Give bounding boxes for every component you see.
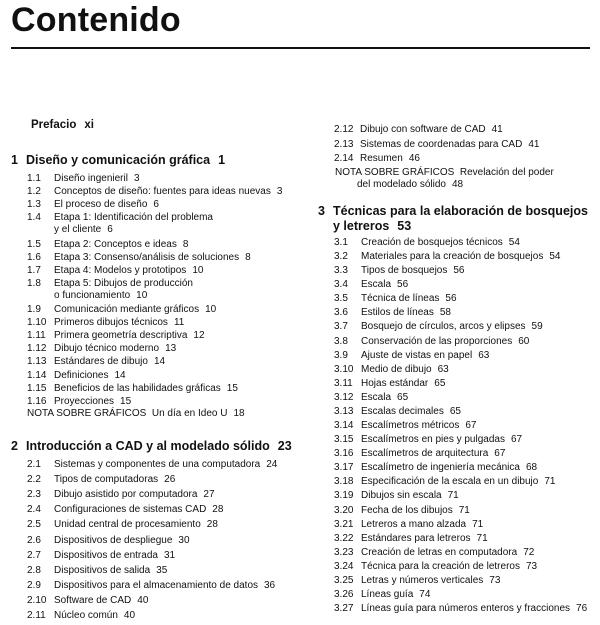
section-title: Escala [361,391,392,403]
nota-text-2: del modelado sólido [357,179,446,190]
section-number: 2.1 [27,459,41,470]
section-title: Conservación de las proporciones [361,335,513,347]
section-number: 3.21 [334,518,354,530]
section-title: Letras y números verticales [361,574,484,586]
section-number: 1.9 [27,304,41,315]
section-page: 3 [276,186,283,198]
section-title: Dibujo técnico moderno [54,343,160,355]
section-title: Primeros dibujos técnicos [54,317,168,329]
section-number: 3.22 [334,532,354,544]
section-page: 27 [203,489,215,501]
preface-page: xi [84,119,94,131]
section-page: 59 [531,321,543,333]
section-page: 67 [465,420,477,432]
section-number: 2.5 [27,519,41,531]
section-number: 3.8 [334,335,348,347]
section-title: Escala [361,279,392,291]
section-page: 74 [419,589,431,600]
section-page: 10 [136,289,148,301]
section-number: 2.10 [27,594,47,606]
section-title: Conceptos de diseño: fuentes para ideas nuevas [54,186,271,198]
section-title: Dispositivos de despliegue [54,534,173,546]
section-title: Tipos de bosquejos [361,265,448,277]
section-title: Escalas decimales [361,405,444,417]
section-title: Técnica para la creación de letreros [361,560,520,572]
section-page: 26 [164,474,176,486]
section-page: 3 [133,173,140,184]
section-number: 3.5 [334,293,348,305]
section-page: 56 [453,265,465,277]
page-title: Contenido [11,1,181,39]
section-number: 3.26 [334,589,354,600]
section-page: 68 [525,462,538,474]
section-number: 2.13 [334,138,354,150]
section-title: Técnica de líneas [361,293,440,305]
section-number: 1.11 [27,330,46,342]
section-title: Proyecciones [54,395,115,407]
section-title: Líneas guía [361,589,414,600]
section-title-2: o funcionamiento [54,289,131,301]
section-number: 1.3 [27,199,41,211]
section-page: 65 [434,377,446,389]
section-number: 2.9 [27,579,41,591]
section-number: 1.2 [27,186,41,198]
section-number: 3.1 [334,237,348,248]
preface-entry[interactable] [31,118,94,133]
section-number: 2.14 [334,153,354,165]
section-title: Sistemas de coordenadas para CAD [360,138,523,150]
section-page: 63 [437,363,449,375]
section-title: Escalímetros métricos [361,420,460,432]
section-page: 71 [458,504,470,516]
section-title-2: y el cliente [54,224,102,236]
section-number: 1.1 [27,173,41,184]
section-title: Escalímetros de arquitectura [361,448,489,460]
section-number: 3.11 [334,377,353,389]
chapter-number: 2 [11,439,18,453]
section-page: 12 [193,330,205,342]
section-number: 3.3 [334,265,348,277]
section-title: El proceso de diseño [54,199,148,211]
section-number: 2.4 [27,504,41,516]
section-number: 2.12 [334,124,354,135]
section-number: 3.4 [334,279,348,291]
chapter-page: 53 [397,219,412,233]
section-page: 41 [491,124,503,135]
section-page: 76 [576,603,588,615]
section-title: Configuraciones de sistemas CAD [54,504,207,516]
nota-label: NOTA SOBRE GRÁFICOS [335,167,455,178]
section-title: Estándares de dibujo [54,356,148,368]
chapter-page: 1 [218,153,226,167]
section-number: 3.24 [334,560,354,572]
section-page: 65 [397,391,409,403]
section-page: 46 [408,153,420,165]
section-title: Dispositivos de salida [54,564,151,576]
section-number: 3.20 [334,504,354,516]
section-number: 3.25 [334,574,354,586]
section-title: Núcleo común [54,610,118,621]
chapter-title: Diseño y comunicación gráfica [26,153,211,167]
section-page: 24 [266,459,278,470]
section-page: 71 [472,518,484,530]
section-page: 10 [205,304,217,315]
section-number: 3.15 [334,434,354,446]
section-title: Dibujos sin escala [361,490,442,502]
nota-page: 18 [233,408,245,419]
section-title: Escalímetro de ingeniería mecánica [361,462,520,474]
section-page: 72 [523,546,535,558]
section-number: 1.12 [27,343,47,355]
section-number: 3.16 [334,448,354,460]
section-title: Dispositivos de entrada [54,549,158,561]
section-page: 8 [245,251,251,263]
section-number: 2.7 [27,549,41,561]
section-page: 10 [192,264,204,276]
section-title: Tipos de computadoras [54,474,159,486]
section-page: 8 [182,238,189,250]
section-page: 73 [525,560,538,572]
section-page: 71 [544,476,556,488]
section-number: 3.9 [334,349,348,361]
section-title: Líneas guía para números enteros y fracciones [361,603,571,615]
section-title: Ajuste de vistas en papel [361,349,473,361]
section-number: 1.5 [27,238,41,250]
section-number: 1.7 [27,264,41,276]
section-page: 14 [153,356,166,368]
section-title: Unidad central de procesamiento [54,519,201,531]
section-number: 2.11 [27,610,46,621]
section-title: Medio de dibujo [361,363,432,375]
section-page: 11 [173,317,185,329]
section-title: Creación de letras en computadora [361,546,518,558]
section-number: 1.6 [27,251,41,263]
chapter-number: 1 [11,153,18,167]
section-title: Materiales para la creación de bosquejos [361,251,544,263]
section-page: 6 [107,224,113,236]
chapter-title-2: y letreros [333,219,390,233]
section-title: Comunicación mediante gráficos [54,304,200,315]
section-page: 30 [178,534,190,546]
section-number: 3.23 [334,546,354,558]
section-page: 36 [264,579,276,591]
section-title: Creación de bosquejos técnicos [361,237,503,248]
section-page: 40 [137,594,149,606]
section-number: 2.3 [27,489,41,501]
section-number: 1.4 [27,212,41,224]
section-page: 73 [489,574,501,586]
section-number: 2.2 [27,474,41,486]
section-page: 6 [153,199,159,211]
section-page: 71 [476,532,488,544]
section-title: Software de CAD [54,594,132,606]
chapter-1-nota[interactable] [27,408,245,420]
section-title: Etapa 3: Consenso/análisis de soluciones [54,251,240,263]
section-title: Primera geometría descriptiva [54,330,188,342]
section-title: Etapa 4: Modelos y prototipos [54,264,187,276]
nota-text: Un día en Ideo U [151,408,228,419]
chapter-2-nota[interactable] [335,167,554,179]
section-title: Dibujo con software de CAD [360,124,486,135]
section-title: Dibujo asistido por computadora [54,489,198,501]
section-title: Estilos de líneas [361,307,434,319]
section-number: 3.17 [334,462,354,474]
section-page: 65 [449,405,461,417]
section-page: 58 [439,307,451,319]
section-title: Etapa 2: Conceptos e ideas [54,238,177,250]
section-title: Letreros a mano alzada [361,518,467,530]
section-page: 56 [445,293,457,305]
section-title: Sistemas y componentes de una computadora [54,459,261,470]
nota-text: Revelación del poder [459,167,554,178]
section-number: 1.15 [27,382,47,394]
chapter-page: 23 [277,439,292,453]
section-title: Resumen [360,153,403,165]
section-page: 67 [510,434,523,446]
chapter-3-heading-cont[interactable] [333,219,411,234]
section-page: 28 [212,504,224,516]
section-title: Etapa 1: Identificación del problema [54,212,213,224]
section-page: 13 [165,343,177,355]
section-title: Etapa 5: Dibujos de producción [54,277,193,289]
section-number: 3.14 [334,420,354,432]
section-page: 14 [114,369,126,381]
section-page: 63 [478,349,490,361]
chapter-title: Técnicas para la elaboración de bosquejos [333,204,588,218]
section-title: Diseño ingenieril [54,173,128,184]
section-number: 3.27 [334,603,354,615]
nota-page: 48 [451,179,464,190]
preface-label: Prefacio [31,119,77,131]
chapter-2-nota-cont[interactable] [357,179,463,191]
section-title: Definiciones [54,369,109,381]
section-number: 1.13 [27,356,47,368]
section-title: Especificación de la escala en un dibujo [361,476,539,488]
section-page: 60 [518,335,530,347]
section-page: 41 [528,138,540,150]
section-title: Escalímetros en pies y pulgadas [361,434,505,446]
section-number: 1.10 [27,317,47,329]
chapter-number: 3 [318,204,325,218]
section-number: 3.12 [334,391,354,403]
section-number: 3.18 [334,476,354,488]
section-number: 3.7 [334,321,348,333]
section-number: 3.13 [334,405,354,417]
section-page: 71 [447,490,459,502]
section-page: 28 [206,519,218,531]
nota-label: NOTA SOBRE GRÁFICOS [27,408,147,419]
section-number: 1.14 [27,369,47,381]
section-page: 56 [397,279,409,291]
section-page: 15 [226,382,238,394]
section-title: Beneficios de las habilidades gráficas [54,382,221,394]
section-number: 3.6 [334,307,348,319]
section-page: 54 [549,251,561,263]
section-title: Hojas estándar [361,377,429,389]
section-page: 35 [156,564,168,576]
section-title: Fecha de los dibujos [361,504,453,516]
section-page: 15 [120,395,132,407]
section-title: Dispositivos para el almacenamiento de datos [54,579,258,591]
section-number: 2.8 [27,564,41,576]
section-page: 31 [163,549,176,561]
section-title: Bosquejo de círculos, arcos y elipses [361,321,526,333]
section-page: 40 [123,610,136,621]
section-number: 3.10 [334,363,354,375]
title-rule [11,47,590,49]
section-number: 1.8 [27,277,41,289]
section-title: Estándares para letreros [361,532,471,544]
section-number: 1.16 [27,395,47,407]
section-number: 3.19 [334,490,354,502]
section-number: 2.6 [27,534,41,546]
section-number: 3.2 [334,251,348,263]
section-page: 67 [494,448,506,460]
section-page: 54 [508,237,520,248]
chapter-title: Introducción a CAD y al modelado sólido [26,439,270,453]
